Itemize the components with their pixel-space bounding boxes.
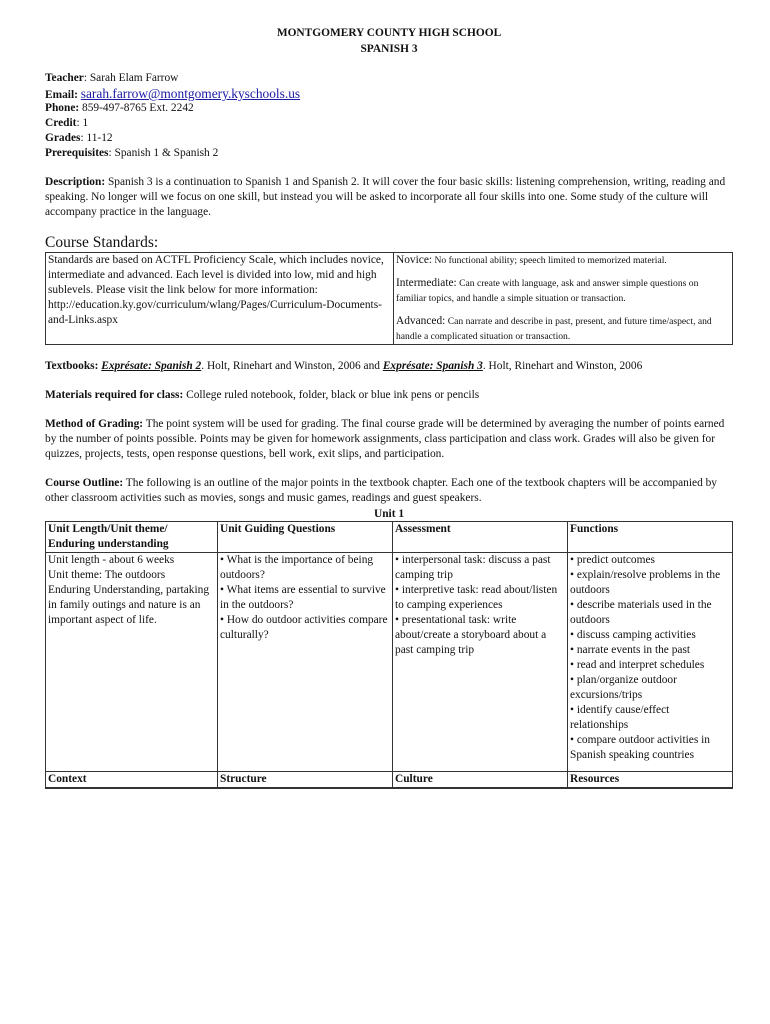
grading-text: The point system will be used for grading. The final course grade will be determined by averaging the number of points earned by the number of points possible. Points may be given for homework assignments, class participation and class work. Grades will also be given for quizzes, projects, tests, open response questions, bell work, exit slips, and participation. xyxy=(45,418,725,460)
school-title: MONTGOMERY COUNTY HIGH SCHOOL xyxy=(276,27,502,39)
list-item: • compare outdoor activities in Spanish speaking countries xyxy=(570,734,711,761)
list-item: • What is the importance of being outdoors? xyxy=(220,554,374,581)
textbook-2-publisher: . Holt, Rinehart and Winston, 2006 xyxy=(482,360,643,372)
header-assessment: Assessment xyxy=(393,522,568,553)
list-item: Unit theme: The outdoors xyxy=(48,569,166,581)
grades-value: : 11-12 xyxy=(80,132,113,144)
novice-text: No functional ability; speech limited to memorized material. xyxy=(432,255,667,266)
textbooks-label: Textbooks: xyxy=(45,360,99,372)
list-item: • interpersonal task: discuss a past camping trip xyxy=(395,554,551,581)
prereq-label: Prerequisites xyxy=(45,147,109,159)
list-item: • narrate events in the past xyxy=(570,644,691,656)
guiding-questions-cell xyxy=(218,553,393,772)
list-item: • discuss camping activities xyxy=(570,629,696,641)
list-item: Unit length - about 6 weeks xyxy=(48,554,175,566)
textbooks-line xyxy=(45,359,733,374)
list-item: • presentational task: write about/create a storyboard about a past camping trip xyxy=(395,614,547,656)
grading-label: Method of Grading: xyxy=(45,418,144,430)
materials-text: College ruled notebook, folder, black or blue ink pens or pencils xyxy=(183,389,480,401)
teacher-label: Teacher xyxy=(45,72,84,84)
advanced-level xyxy=(396,314,730,344)
list-item: • explain/resolve problems in the outdoors xyxy=(570,569,721,596)
list-item: • plan/organize outdoor excursions/trips xyxy=(570,674,677,701)
header-guiding-questions: Unit Guiding Questions xyxy=(218,522,393,553)
credit-value: : 1 xyxy=(76,117,89,129)
description-label: Description: xyxy=(45,176,106,188)
phone-line xyxy=(45,101,733,116)
prereq-value: : Spanish 1 & Spanish 2 xyxy=(108,147,219,159)
list-item: • identify cause/effect relationships xyxy=(570,704,670,731)
teacher-line xyxy=(45,71,733,86)
unit-table xyxy=(45,521,733,789)
proficiency-levels-cell xyxy=(394,253,733,345)
materials-line xyxy=(45,388,733,403)
list-item: • describe materials used in the outdoors xyxy=(570,599,712,626)
textbook-1-title: Exprésate: Spanish 2 xyxy=(101,360,202,372)
grades-line xyxy=(45,131,733,146)
course-title: SPANISH 3 xyxy=(360,43,418,55)
novice-label: Novice: xyxy=(396,254,433,266)
phone-value: 859-497-8765 Ext. 2242 xyxy=(79,102,194,114)
footer-context: Context xyxy=(46,772,218,789)
description-paragraph xyxy=(45,175,733,220)
intermediate-level xyxy=(396,276,730,306)
email-label: Email: xyxy=(45,89,78,101)
standards-link[interactable]: http://education.ky.gov/curriculum/wlang/Pages/Curriculum-Documents-and-Links.aspx xyxy=(48,299,382,326)
email-line xyxy=(45,86,733,101)
intermediate-label: Intermediate: xyxy=(396,277,457,289)
list-item: • interpretive task: read about/listen to camping experiences xyxy=(395,584,558,611)
course-standards-heading: Course Standards: xyxy=(45,234,159,251)
header-functions: Functions xyxy=(568,522,733,553)
list-item: • How do outdoor activities compare culturally? xyxy=(220,614,388,641)
outline-paragraph xyxy=(45,476,733,506)
course-info xyxy=(45,71,733,161)
footer-structure: Structure xyxy=(218,772,393,789)
textbook-2-title: Exprésate: Spanish 3 xyxy=(382,360,483,372)
textbook-1-publisher: . Holt, Rinehart and Winston, 2006 and xyxy=(201,360,383,372)
standards-description-cell xyxy=(46,253,394,345)
standards-text: Standards are based on ACTFL Proficiency Scale, which includes novice, intermediate and advanced. Each level is divided into low, mid and high sublevels. Please visit the link below for more information: xyxy=(48,254,384,296)
advanced-text: Can narrate and describe in past, present, and future time/aspect, and handle a complicated situation or transaction. xyxy=(396,316,712,342)
assessment-cell xyxy=(393,553,568,772)
outline-label: Course Outline: xyxy=(45,477,124,489)
document-page xyxy=(45,26,733,789)
description-text: Spanish 3 is a continuation to Spanish 1 and Spanish 2. It will cover the four basic skills: listening comprehension, writing, reading and speaking. No longer will we focus on one skill, but instead you will be asked to incorporate all four skills into one. Some study of the culture will accompany practice in the language. xyxy=(45,176,726,218)
list-item: Enduring Understanding, partaking in family outings and nature is an important aspect of life. xyxy=(48,584,210,626)
credit-line xyxy=(45,116,733,131)
list-item: • predict outcomes xyxy=(570,554,655,566)
grades-label: Grades xyxy=(45,132,81,144)
standards-table xyxy=(45,252,733,345)
phone-label: Phone: xyxy=(45,102,80,114)
grading-paragraph xyxy=(45,417,733,462)
unit-footer-row xyxy=(46,772,733,789)
unit-header-row xyxy=(46,522,733,553)
unit-body-row xyxy=(46,553,733,772)
email-link[interactable]: sarah.farrow@montgomery.kyschools.us xyxy=(80,86,301,101)
list-item: • read and interpret schedules xyxy=(570,659,705,671)
materials-label: Materials required for class: xyxy=(45,389,184,401)
header-unit-length: Unit Length/Unit theme/ Enduring understanding xyxy=(46,522,218,553)
prereq-line xyxy=(45,146,733,161)
list-item: • What items are essential to survive in the outdoors? xyxy=(220,584,386,611)
credit-label: Credit xyxy=(45,117,77,129)
teacher-value: : Sarah Elam Farrow xyxy=(83,72,179,84)
footer-resources: Resources xyxy=(568,772,733,789)
unit-title: Unit 1 xyxy=(373,508,405,520)
advanced-label: Advanced: xyxy=(396,315,446,327)
outline-text: The following is an outline of the major points in the textbook chapter. Each one of the textbook chapters will be accompanied by other classroom activities such as movies, songs and music games, readings and guest speakers. xyxy=(45,477,717,504)
footer-culture: Culture xyxy=(393,772,568,789)
functions-cell xyxy=(568,553,733,772)
novice-level xyxy=(396,253,730,268)
unit-length-cell xyxy=(46,553,218,772)
intermediate-text: Can create with language, ask and answer simple questions on familiar topics, and handle a simple situation or transaction. xyxy=(396,278,699,304)
